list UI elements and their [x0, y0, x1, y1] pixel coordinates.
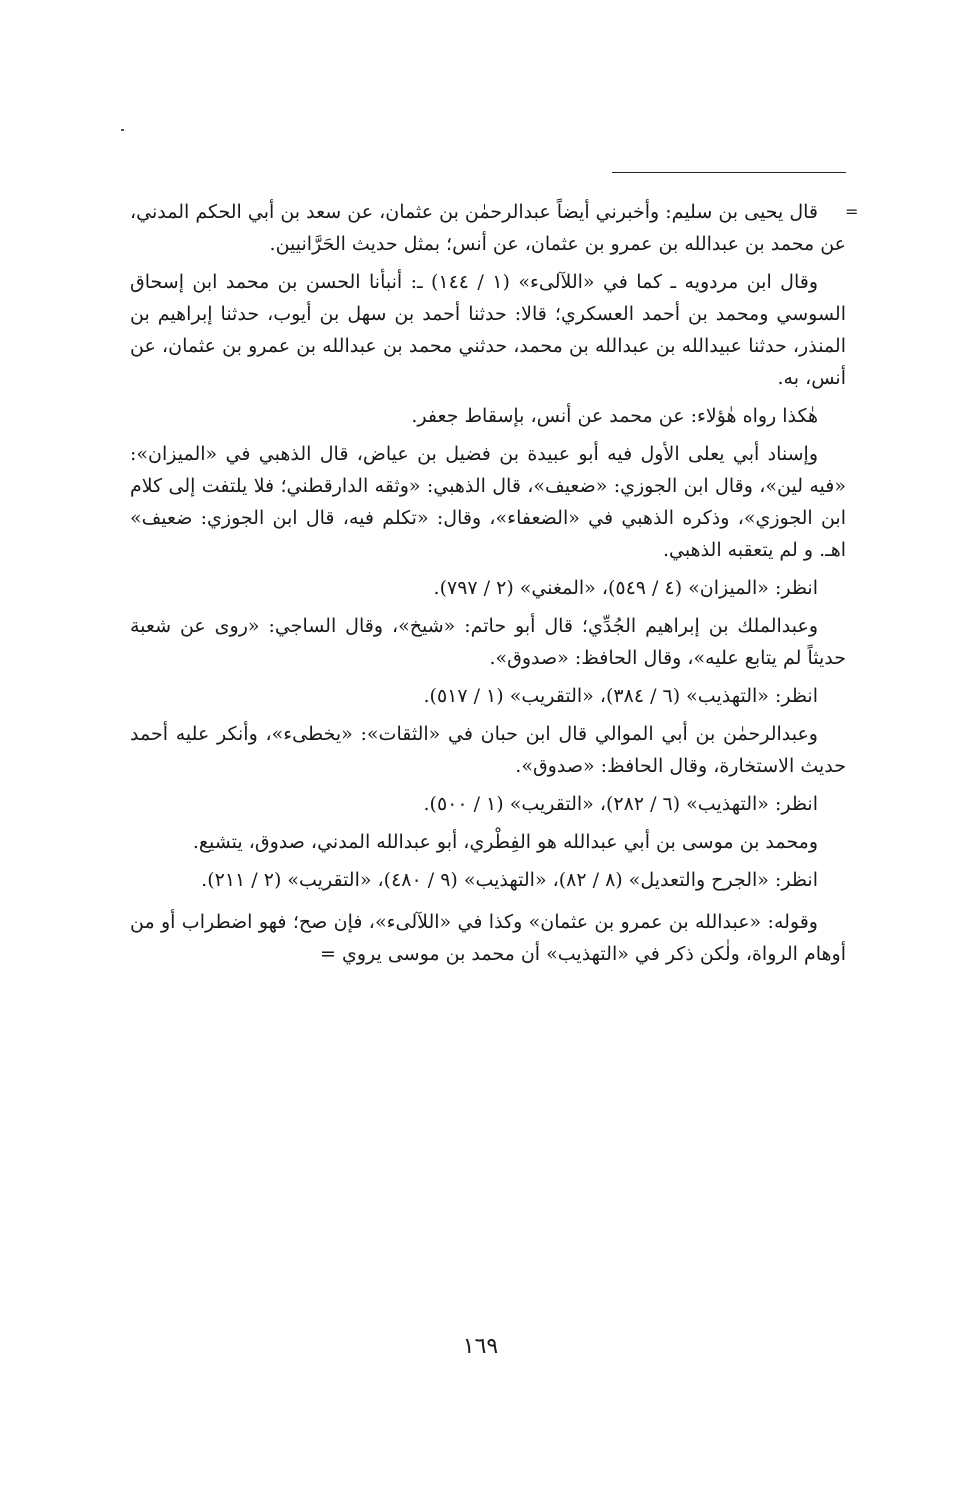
reference-line: انظر: «التهذيب» (٦ / ٣٨٤)، «التقريب» (١ / ٥١٧).	[423, 685, 818, 707]
paragraph: وقال ابن مردويه ـ كما في «اللآلىء» (١ / ١٤٤) ـ: أنبأنا الحسن بن محمد ابن إسحاق السوسي ومحمد بن أحمد العسكري؛ قالا: حدثنا أحمد بن سهل بن أيوب، حدثنا إبراهيم بن المنذر، حدثنا عبيدالله بن عبدالله بن محمد، حدثني محمد بن عبدالله بن عمرو بن عثمان، عن أنس، به.	[130, 271, 846, 389]
paragraph: ومحمد بن موسى بن أبي عبدالله هو الفِطْري، أبو عبدالله المدني، صدوق، يتشيع.	[192, 831, 818, 853]
paragraph: وعبدالملك بن إبراهيم الجُدِّي؛ قال أبو حاتم: «شيخ»، وقال الساجي: «روى عن شعبة حديثاً لم يتابع عليه»، وقال الحافظ: «صدوق».	[130, 615, 846, 669]
paragraph: وقوله: «عبدالله بن عمرو بن عثمان» وكذا في «اللآلىء»، فإن صح؛ فهو اضطراب أو من أوهام الرواة، ولٰكن ذكر في «التهذيب» أن محمد بن موسى يروي =	[130, 911, 846, 965]
paragraph: قال يحيى بن سليم: وأخبرني أيضاً عبدالرحمٰن بن عثمان، عن سعد بن أبي الحكم المدني، عن محمد بن عبدالله بن عمرو بن عثمان، عن أنس؛ بمثل حديث الحَرَّانيين.	[130, 201, 846, 255]
page-number: ١٦٩	[462, 1334, 499, 1359]
paragraph: وعبدالرحمٰن بن أبي الموالي قال ابن حبان في «الثقات»: «يخطىء»، وأنكر عليه أحمد حديث الاستخارة، وقال الحافظ: «صدوق».	[130, 723, 846, 777]
paragraph: وإسناد أبي يعلى الأول فيه أبو عبيدة بن فضيل بن عياض، قال الذهبي في «الميزان»: «فيه لين»، وقال ابن الجوزي: «ضعيف»، قال الذهبي: «وثقه الدارقطني؛ فلا يلتفت إلى كلام ابن الجوزي»، وذكره الذهبي في «الضعفاء»، وقال: «تكلم فيه، قال ابن الجوزي: ضعيف» اهـ. و لم يتعقبه الذهبي.	[130, 443, 846, 561]
reference-line: انظر: «الميزان» (٤ / ٥٤٩)، «المغني» (٢ / ٧٩٧).	[433, 577, 818, 599]
footnote-text-block	[130, 196, 846, 976]
stray-mark	[121, 129, 124, 131]
paragraph: هٰكذا رواه هٰؤلاء: عن محمد عن أنس، بإسقاط جعفر.	[411, 405, 818, 427]
continuation-mark: =	[845, 202, 859, 221]
footnote-separator-rule	[612, 172, 846, 173]
reference-line: انظر: «التهذيب» (٦ / ٢٨٢)، «التقريب» (١ / ٥٠٠).	[423, 793, 818, 815]
reference-line: انظر: «الجرح والتعديل» (٨ / ٨٢)، «التهذيب» (٩ / ٤٨٠)، «التقريب» (٢ / ٢١١).	[201, 869, 818, 891]
